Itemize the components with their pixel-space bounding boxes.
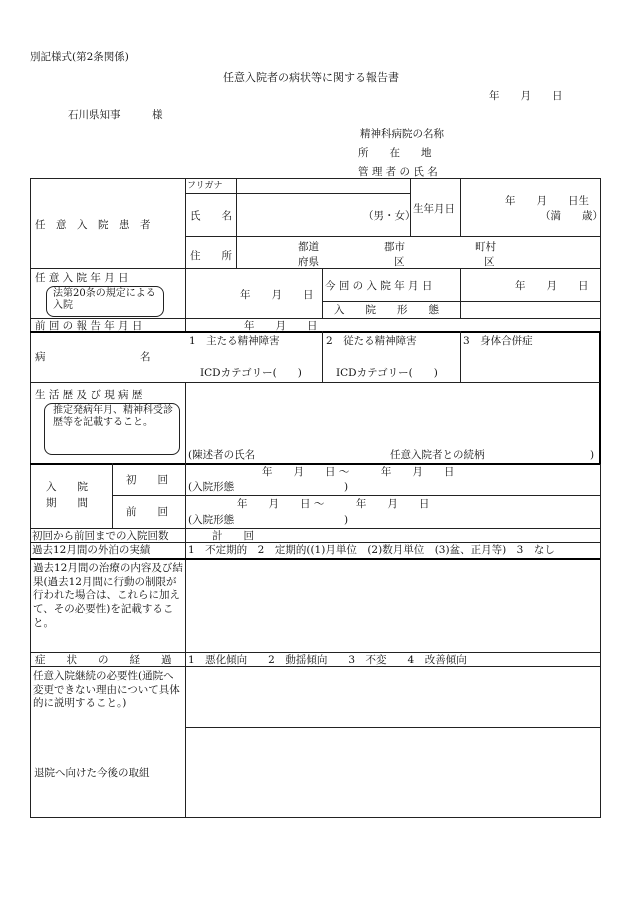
admission-count-label: 初回から前回までの入院回数 [32, 530, 169, 542]
previous-form-close: ) [344, 514, 349, 526]
address-label: 住 所 [190, 250, 232, 262]
admission-date-label: 任 意 入 院 年 月 日 [35, 272, 129, 284]
disease-label: 病 名 [35, 351, 151, 363]
course-options: 1 悪化傾向 2 動揺傾向 3 不変 4 改善傾向 [188, 654, 467, 666]
address-town-1: 町村 [475, 241, 496, 253]
previous-admission-label: 前 回 [126, 506, 168, 518]
manager-label: 管 理 者 の 氏 名 [358, 166, 438, 178]
treatment-label: 過去12月間の治療の内容及び結果(過去12月間に行動の制限が行われた場合は、これらに加えて、その必要性)を記載すること。 [33, 562, 183, 629]
this-admission-label: 今 回 の 入 院 年 月 日 [325, 280, 433, 292]
previous-range: 年 月 日 ～ 年 月 日 [237, 498, 430, 510]
history-label: 生 活 歴 及 び 現 病 歴 [35, 389, 143, 401]
icd-sub-field: ICDカテゴリー( ) [336, 367, 438, 379]
hospital-name-label: 精神科病院の名称 [360, 128, 444, 140]
dob-label: 生年月日 [413, 203, 455, 215]
document-title: 任意入院者の病状等に関する報告書 [223, 71, 399, 84]
previous-report-date: 年 月 日 [244, 320, 318, 332]
necessity-label: 任意入院継続の必要性(通院へ変更できない理由について具体的に説明すること。) [33, 670, 180, 710]
address-town-2: 区 [484, 256, 495, 268]
patient-section-label: 任 意 入 院 患 者 [35, 219, 151, 231]
first-form: (入院形態 [188, 481, 235, 493]
address-city-1: 郡市 [384, 241, 405, 253]
address-city-2: 区 [394, 256, 405, 268]
this-admission-date: 年 月 日 [515, 280, 589, 292]
sub-disorder-label: 2 従たる精神障害 [326, 335, 417, 347]
first-form-close: ) [344, 481, 349, 493]
previous-form: (入院形態 [188, 514, 235, 526]
main-disorder-label: 1 主たる精神障害 [189, 335, 280, 347]
name-label: 氏 名 [190, 210, 232, 222]
first-admission-label: 初 回 [126, 474, 168, 486]
dob-value: 年 月 日生 [505, 195, 589, 207]
address-prefecture-2: 府県 [298, 256, 319, 268]
addressee: 石川県知事 様 [68, 109, 163, 121]
admission-note: 法第20条の規定による入院 [53, 288, 156, 311]
relation-label: 任意入院者との続柄 [390, 449, 485, 461]
first-range: 年 月 日 ～ 年 月 日 [262, 466, 455, 478]
period-label-2: 期 間 [46, 497, 88, 509]
admission-count-value: 計 回 [212, 530, 254, 542]
history-note: 推定発病年月、精神科受診歴等を記載すること。 [53, 405, 173, 428]
narrator-label: (陳述者の氏名 [188, 449, 256, 461]
outings-label: 過去12月間の外泊の実績 [32, 544, 151, 556]
discharge-plan-label: 退院へ向けた今後の取組 [34, 767, 150, 779]
form-reference: 別記様式(第2条関係) [30, 51, 129, 63]
previous-report-label: 前 回 の 報 告 年 月 日 [35, 320, 143, 332]
icd-main-field: ICDカテゴリー( ) [200, 367, 302, 379]
period-label-1: 入 院 [46, 481, 88, 493]
physical-comorbidity-label: 3 身体合併症 [463, 335, 533, 347]
age-value: （満 歳） [540, 210, 603, 222]
address-prefecture-1: 都道 [298, 241, 319, 253]
course-label: 症 状 の 経 過 [35, 654, 172, 666]
report-date: 年 月 日 [489, 90, 563, 102]
admission-date-value: 年 月 日 [240, 289, 314, 301]
outings-options: 1 不定期的 2 定期的((1)月単位 (2)数月単位 (3)盆、正月等) 3 なし [188, 544, 555, 556]
sex-options: （男・女） [363, 210, 416, 222]
history-close-paren: ) [590, 449, 595, 461]
location-label: 所 在 地 [358, 147, 432, 159]
admission-form-label: 入 院 形 態 [334, 304, 439, 316]
furigana-label: フリガナ [187, 181, 223, 191]
